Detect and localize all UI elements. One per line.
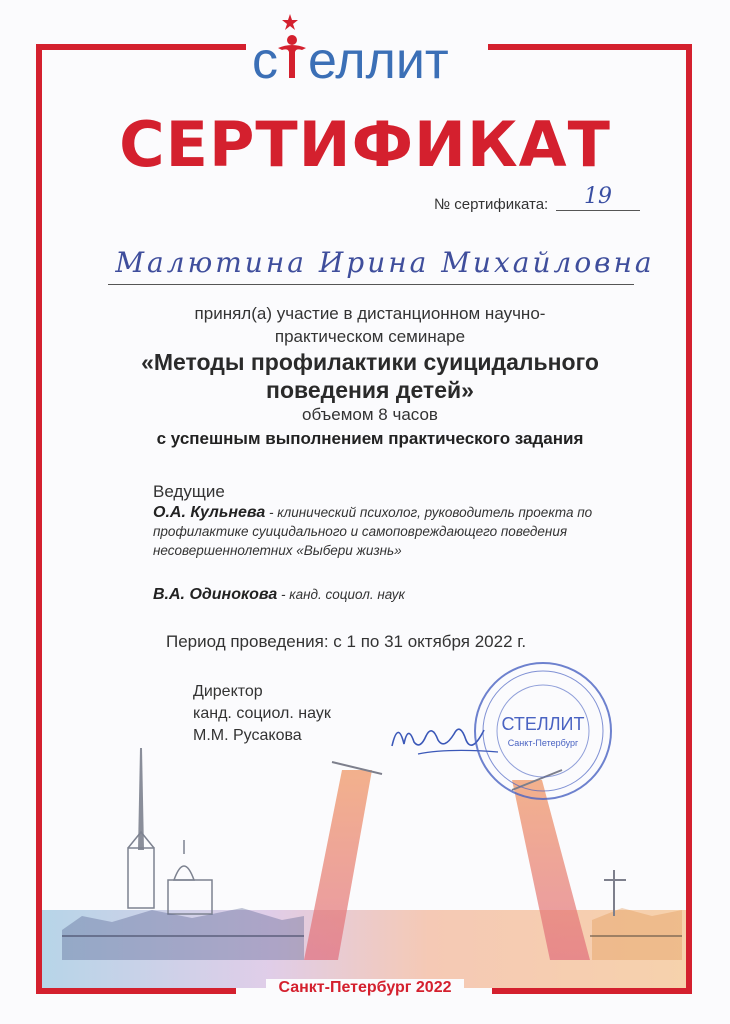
- frame-top-right: [488, 44, 692, 50]
- host-2-description: - канд. социол. наук: [277, 587, 405, 602]
- director-name: М.М. Русакова: [193, 727, 302, 744]
- hours-text: объемом 8 часов: [302, 405, 438, 424]
- certificate-number-underline: [556, 210, 640, 211]
- success-text: с успешным выполнением практического задания: [156, 429, 584, 448]
- frame-right: [686, 44, 692, 994]
- recipient-underline: [108, 284, 634, 285]
- footer-city-year: [0, 979, 730, 997]
- host-1-description: - клинический психолог, руководитель проекта по профилактике суицидального и самоповреждающего поведения несовершеннолетних «Выбери жизнь»: [153, 505, 593, 558]
- stamp-center-text: СТЕЛЛИТ: [501, 714, 585, 734]
- certificate-number-label: № сертификата:: [434, 196, 549, 213]
- svg-text:еллит: еллит: [308, 32, 449, 90]
- stellit-logo: [250, 12, 480, 90]
- director-block: [193, 681, 331, 747]
- seminar-title: «Методы профилактики суицидального поведения детей»: [141, 349, 599, 403]
- host-2-name: В.А. Одинокова: [153, 586, 278, 603]
- footer-text: Санкт-Петербург 2022: [266, 979, 463, 996]
- recipient-name: Малютина Ирина Михайловна: [115, 246, 655, 279]
- director-title: Директор: [193, 683, 263, 700]
- certificate-title: СЕРТИФИКАТ: [119, 108, 611, 181]
- organization-stamp: [472, 660, 614, 802]
- host-1-name: О.А. Кульнева: [153, 504, 266, 521]
- hosts-label: Ведущие: [153, 482, 225, 501]
- certificate-number-value: 19: [584, 184, 612, 209]
- stamp-city-text: Санкт-Петербург: [507, 738, 579, 748]
- host-1: [153, 503, 623, 560]
- frame-top-left: [36, 44, 246, 50]
- svg-text:с: с: [252, 32, 278, 90]
- participation-text: принял(а) участие в дистанционном научно-практическом семинаре: [194, 304, 546, 346]
- period-text: Период проведения: с 1 по 31 октября 2022 г.: [166, 632, 527, 651]
- host-2: [153, 586, 623, 604]
- director-degree: канд. социол. наук: [193, 705, 331, 722]
